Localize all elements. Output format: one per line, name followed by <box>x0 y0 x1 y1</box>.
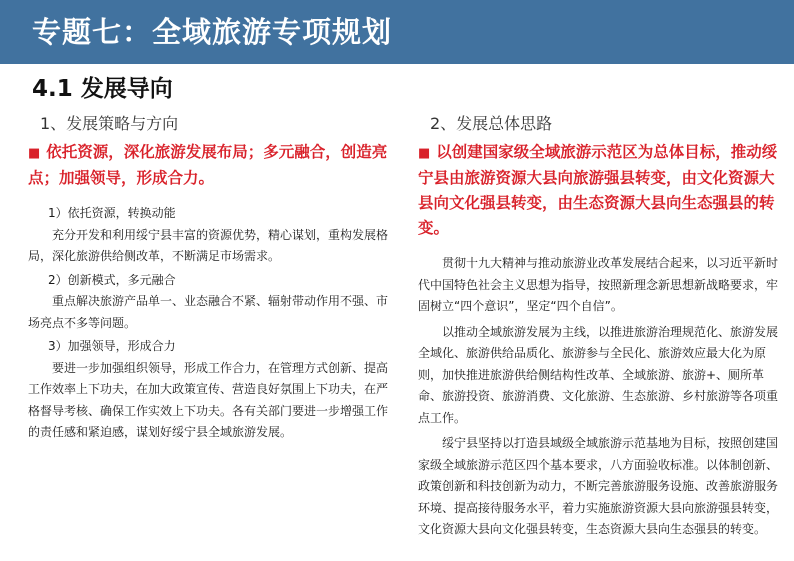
approach-body <box>418 253 778 541</box>
square-bullet-icon: ■ <box>418 146 431 161</box>
square-bullet-icon: ■ <box>28 146 41 161</box>
approach-heading: 2、发展总体思路 <box>430 114 553 133</box>
strategy-body <box>28 203 392 444</box>
strategy-item-text: 重点解决旅游产品单一、业态融合不紧、辐射带动作用不强、市场亮点不多等问题。 <box>28 294 389 330</box>
strategy-item <box>28 270 392 335</box>
strategy-heading: 1、发展策略与方向 <box>40 114 179 133</box>
strategy-item-text: 充分开发和利用绥宁县丰富的资源优势，精心谋划，重构发展格局，深化旅游供给侧改革，不断满足市场需求。 <box>28 227 389 263</box>
strategy-item-title: 3）加强领导，形成合力 <box>48 339 176 353</box>
section-title: 4.1 发展导向 <box>32 76 173 102</box>
title-banner <box>0 0 794 64</box>
approach-highlight-text: 以创建国家级全域旅游示范区为总体目标，推动绥宁县由旅游资源大县向旅游强县转变，由文化资源大县向文化强县转变，由生态资源大县向生态强县的转变。 <box>418 143 778 237</box>
strategy-item-title: 1）依托资源，转换动能 <box>48 206 176 220</box>
approach-paragraph: 绥宁县坚持以打造县域级全域旅游示范基地为目标，按照创建国家级全域旅游示范区四个基本要求，八方面验收标准。以体制创新、政策创新和科技创新为动力，不断完善旅游服务设施、改善旅游服务环境、提高接待服务水平，着力实施旅游资源大县向旅游强县转变，文化资源大县向文化强县转变，生态资源大县向生态强县的转变。 <box>418 436 779 536</box>
strategy-column <box>28 112 392 446</box>
strategy-highlight <box>28 140 392 191</box>
strategy-item <box>28 336 392 444</box>
approach-paragraph: 贯彻十九大精神与推动旅游业改革发展结合起来，以习近平新时代中国特色社会主义思想为指导，按照新理念新思想新战略要求，牢固树立“四个意识”，坚定“四个自信”。 <box>418 256 779 313</box>
strategy-item-title: 2）创新模式，多元融合 <box>48 272 176 287</box>
approach-paragraph: 以推动全域旅游发展为主线，以推进旅游治理规范化、旅游发展全域化、旅游供给品质化、旅游参与全民化、旅游效应最大化为原则，加快推进旅游供给侧结构性改革、全域旅游、旅游+、厕所革命、旅游投资、旅游消费、文化旅游、生态旅游、乡村旅游等各项重点工作。 <box>418 324 779 425</box>
approach-highlight <box>418 140 778 241</box>
slide-title: 专题七：全域旅游专项规划 <box>32 15 393 49</box>
strategy-item <box>28 203 392 268</box>
strategy-highlight-text: 依托资源，深化旅游发展布局；多元融合，创造亮点；加强领导，形成合力。 <box>28 143 388 187</box>
approach-column <box>418 112 778 545</box>
strategy-item-text: 要进一步加强组织领导，形成工作合力，在管理方式创新、提高工作效率上下功夫，在加大政策宣传、营造良好氛围上下功夫，在严格督导考核、确保工作实效上下功夫。各有关部门要进一步增强工作的责任感和紧迫感，谋划好绥宁县全域旅游发展。 <box>28 360 389 439</box>
